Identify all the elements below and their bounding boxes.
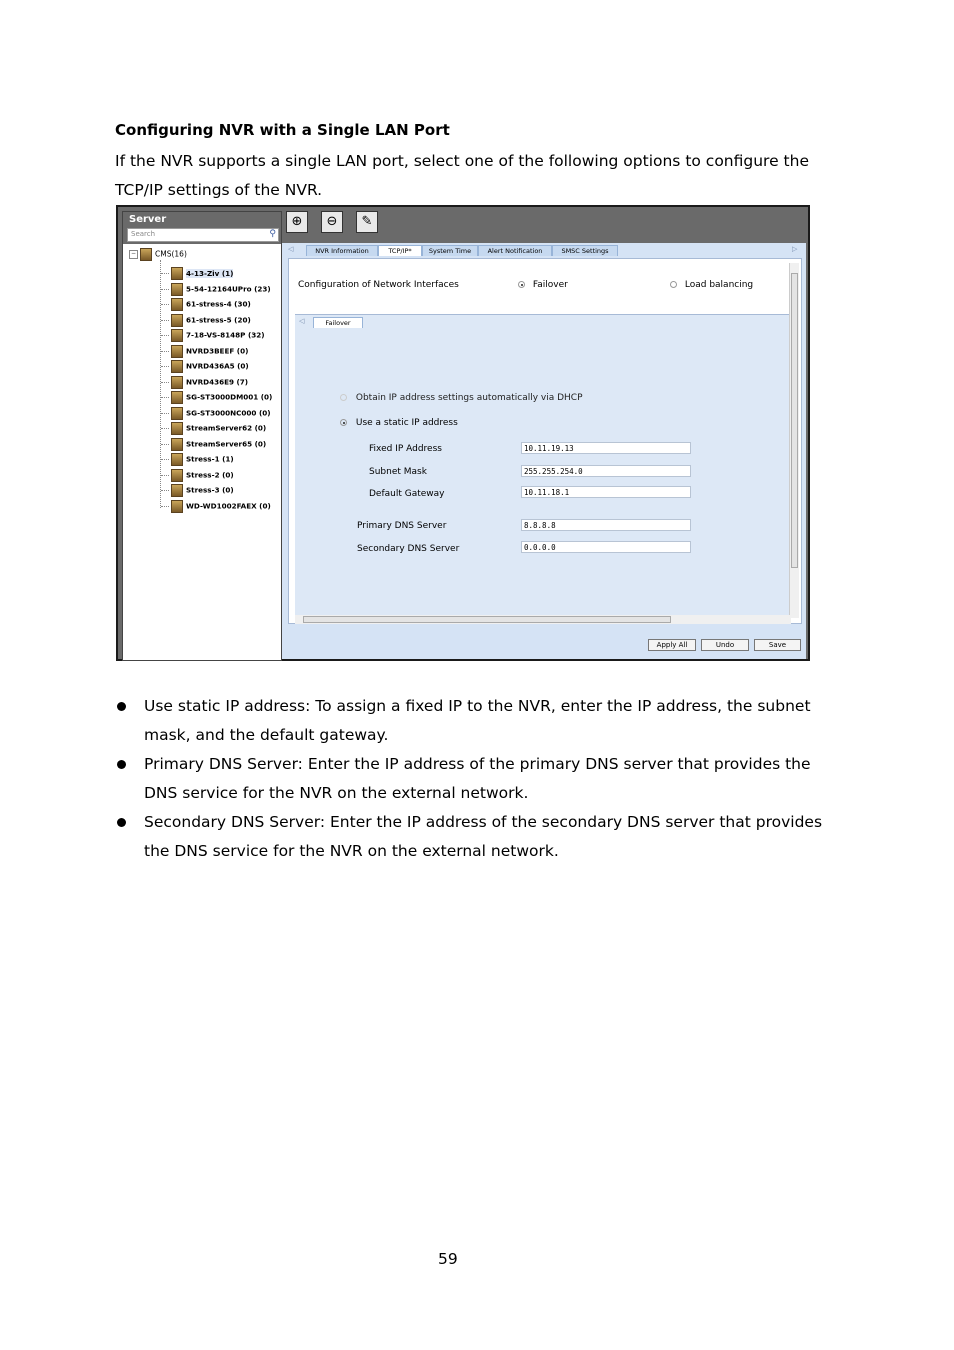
tree-connector xyxy=(161,273,169,274)
tree-item-label: StreamServer62 (0) xyxy=(186,423,267,433)
tree-item-label: NVRD436E9 (7) xyxy=(186,377,249,386)
bullet-secondary-dns: Secondary DNS Server: Enter the IP address of the secondary DNS server that provides the DNS service for the NVR on the external network. xyxy=(115,808,840,866)
tree-item[interactable] xyxy=(161,267,233,280)
nvr-device-icon xyxy=(171,376,183,389)
undo-button[interactable]: Undo xyxy=(701,639,749,651)
subnet-mask-label: Subnet Mask xyxy=(369,467,427,477)
subtab-failover[interactable]: Failover xyxy=(313,317,363,329)
dhcp-option[interactable] xyxy=(340,393,583,403)
tree-item-label: Stress-2 (0) xyxy=(186,470,234,479)
tree-connector xyxy=(161,475,169,476)
server-group-icon xyxy=(140,248,152,261)
nvr-device-icon xyxy=(171,500,183,513)
load-balancing-label: Load balancing xyxy=(684,280,754,290)
tree-connector xyxy=(161,351,169,352)
nvr-device-icon xyxy=(171,283,183,296)
secondary-dns-label: Secondary DNS Server xyxy=(357,544,460,554)
primary-dns-label: Primary DNS Server xyxy=(357,521,447,531)
config-label: Configuration of Network Interfaces xyxy=(298,280,459,290)
fixed-ip-field[interactable]: 10.11.19.13 xyxy=(521,442,691,454)
failover-form xyxy=(295,328,791,615)
search-input[interactable] xyxy=(127,228,279,242)
tree-item[interactable] xyxy=(161,438,266,451)
static-ip-radio[interactable] xyxy=(340,419,347,426)
tree-connector xyxy=(161,413,169,414)
tab-bar xyxy=(282,243,806,256)
tree-item[interactable] xyxy=(161,500,271,513)
tree-root-label: CMS(16) xyxy=(155,249,187,259)
collapse-icon[interactable]: − xyxy=(130,250,137,257)
nvr-device-icon xyxy=(171,484,183,497)
tab-nvr-information[interactable]: NVR Information xyxy=(306,245,378,256)
edit-server-button[interactable] xyxy=(356,211,378,233)
failover-label: Failover xyxy=(532,280,568,290)
tree-item[interactable] xyxy=(161,360,249,373)
tree-connector xyxy=(161,459,169,460)
failover-radio[interactable] xyxy=(518,281,525,288)
tree-item[interactable] xyxy=(161,376,248,389)
tree-connector xyxy=(161,304,169,305)
tree-item-label: 4-13-Ziv (1) xyxy=(186,268,234,278)
nvr-device-icon xyxy=(171,267,183,280)
tab-tcpip[interactable]: TCP/IP* xyxy=(378,245,422,256)
tree-connector xyxy=(161,444,169,445)
nvr-device-icon xyxy=(171,314,183,327)
server-title: Server xyxy=(129,214,167,225)
nvr-device-icon xyxy=(171,298,183,311)
tree-item[interactable] xyxy=(161,407,271,420)
nvr-device-icon xyxy=(171,345,183,358)
settings-panel xyxy=(282,243,806,659)
horizontal-scrollbar[interactable] xyxy=(295,615,791,624)
tree-item-label: 7-18-VS-8148P (32) xyxy=(186,330,265,340)
tree-item-label: StreamServer65 (0) xyxy=(186,439,267,448)
dhcp-radio[interactable] xyxy=(340,394,347,401)
section-heading: Configuring NVR with a Single LAN Port xyxy=(115,121,450,139)
tab-system-time[interactable]: System Time xyxy=(422,245,478,256)
load-balancing-radio[interactable] xyxy=(670,281,677,288)
tree-item-label: Stress-1 (1) xyxy=(186,454,234,464)
default-gateway-label: Default Gateway xyxy=(369,489,445,499)
tree-connector xyxy=(161,366,169,367)
tree-item[interactable] xyxy=(161,283,271,296)
tree-item[interactable] xyxy=(161,314,251,327)
tree-item[interactable] xyxy=(161,345,248,358)
vertical-scroll-thumb[interactable] xyxy=(791,273,798,568)
add-server-button[interactable] xyxy=(286,211,308,233)
tree-item-label: SG-ST3000NC000 (0) xyxy=(186,408,271,417)
server-panel xyxy=(122,211,282,661)
bullet-static-ip: Use static IP address: To assign a fixed IP to the NVR, enter the IP address, the subnet mask, and the default gateway. xyxy=(115,692,840,750)
add-icon: ⊕ xyxy=(291,214,303,229)
vertical-scrollbar[interactable] xyxy=(789,263,799,618)
tree-connector xyxy=(161,320,169,321)
edit-icon: ✎ xyxy=(361,214,373,229)
tree-item[interactable] xyxy=(161,453,234,466)
bullet-list xyxy=(115,692,840,866)
horizontal-scroll-thumb[interactable] xyxy=(303,616,671,623)
tcpip-content xyxy=(288,258,802,624)
secondary-dns-field[interactable]: 0.0.0.0 xyxy=(521,541,691,553)
bullet-primary-dns: Primary DNS Server: Enter the IP address of the primary DNS server that provides the DNS service for the NVR on the external network. xyxy=(115,750,840,808)
primary-dns-field[interactable]: 8.8.8.8 xyxy=(521,519,691,531)
nvr-device-icon xyxy=(171,329,183,342)
tree-connector xyxy=(161,490,169,491)
tree-item-label: NVRD436A5 (0) xyxy=(186,361,249,371)
tree-connector xyxy=(161,506,169,507)
tree-item-label: 5-54-12164UPro (23) xyxy=(186,284,271,293)
failover-option[interactable] xyxy=(518,280,568,290)
save-button[interactable]: Save xyxy=(754,639,801,651)
search-placeholder: Search xyxy=(131,230,156,238)
load-balancing-option[interactable] xyxy=(670,280,753,290)
nvr-device-icon xyxy=(171,360,183,373)
apply-all-button[interactable]: Apply All xyxy=(648,639,696,651)
tree-connector xyxy=(161,428,169,429)
tree-item-label: WD-WD1002FAEX (0) xyxy=(186,501,271,510)
subnet-mask-field[interactable]: 255.255.254.0 xyxy=(521,465,691,477)
nvr-device-icon xyxy=(171,407,183,420)
tree-item[interactable] xyxy=(161,391,272,404)
nvr-device-icon xyxy=(171,438,183,451)
failover-settings xyxy=(295,314,791,615)
tree-item[interactable] xyxy=(161,469,234,482)
tree-item[interactable] xyxy=(161,329,265,342)
remove-server-button[interactable] xyxy=(321,211,343,233)
nvr-device-icon xyxy=(171,469,183,482)
tree-item-label: Stress-3 (0) xyxy=(186,485,234,495)
tree-root[interactable] xyxy=(129,248,187,261)
tree-item-label: 61-stress-4 (30) xyxy=(186,299,251,309)
dhcp-label: Obtain IP address settings automatically via DHCP xyxy=(355,393,583,403)
intro-paragraph: If the NVR supports a single LAN port, select one of the following options to configure the TCP/IP settings of the NVR. xyxy=(115,152,809,199)
static-ip-option[interactable] xyxy=(340,418,458,428)
tab-scroll-left-icon[interactable]: ◁ xyxy=(288,245,294,253)
tree-connector xyxy=(161,382,169,383)
tree-item[interactable] xyxy=(161,422,266,435)
tree-connector xyxy=(161,397,169,398)
tree-item-label: 61-stress-5 (20) xyxy=(186,315,251,324)
search-icon[interactable]: ⚲ xyxy=(269,229,276,239)
tab-alert-notification[interactable]: Alert Notification xyxy=(478,245,552,256)
page-number: 59 xyxy=(438,1250,458,1268)
tree-item-label: NVRD3BEEF (0) xyxy=(186,346,249,355)
nvr-device-icon xyxy=(171,391,183,404)
tab-scroll-right-icon[interactable]: ▷ xyxy=(792,245,798,253)
server-header xyxy=(123,212,281,244)
nvr-device-icon xyxy=(171,453,183,466)
tree-connector xyxy=(161,335,169,336)
static-ip-label: Use a static IP address xyxy=(355,418,458,428)
tab-smsc-settings[interactable]: SMSC Settings xyxy=(552,245,618,256)
tree-item[interactable] xyxy=(161,484,234,497)
default-gateway-field[interactable]: 10.11.18.1 xyxy=(521,486,691,498)
remove-icon: ⊖ xyxy=(326,214,338,229)
nvr-screenshot xyxy=(116,205,810,661)
nvr-device-icon xyxy=(171,422,183,435)
tree-connector xyxy=(161,289,169,290)
fixed-ip-label: Fixed IP Address xyxy=(369,444,442,454)
subtab-scroll-left-icon[interactable]: ◁ xyxy=(299,317,305,325)
tree-item-label: SG-ST3000DM001 (0) xyxy=(186,392,273,402)
tree-item[interactable] xyxy=(161,298,251,311)
